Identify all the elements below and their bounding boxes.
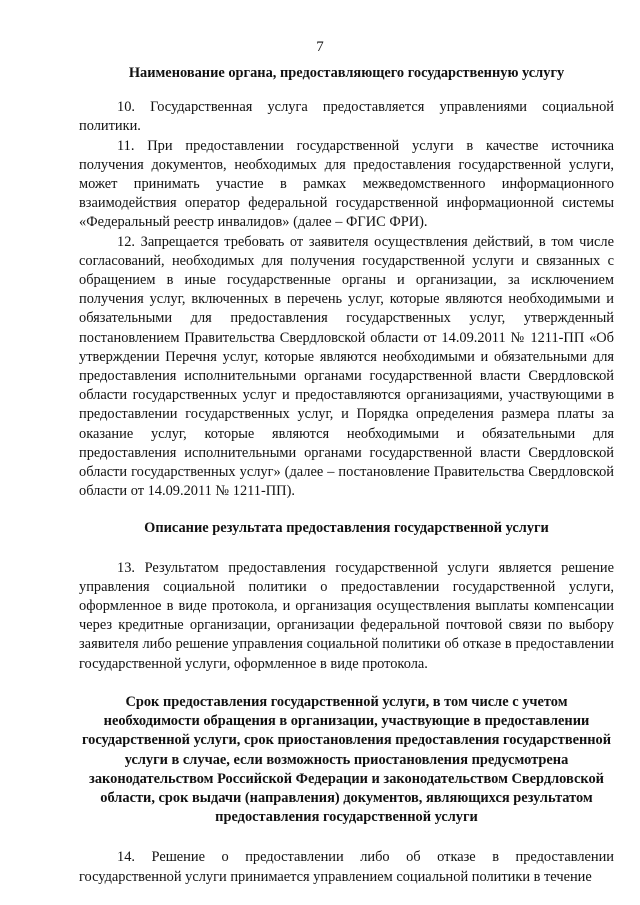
paragraph-10: 10. Государственная услуга предоставляется управлениями социальной политики. [79,99,614,135]
section-heading-terms: Срок предоставления государственной услуги, в том числе с учетом необходимости обращения в организации, участвующие в предоставлении государственной услуги, срок приостановления предоставления государственной услуги в случае, если возможность приостановления предусмотрена законодательством Российской Федерации и законодательством Свердловской области, срок выдачи (направления) документов, являющихся результатом предоставления государственной услуги [81,693,612,826]
paragraph-12: 12. Запрещается требовать от заявителя осуществления действий, в том числе согласований, необходимых для получения государственной услуги и связанных с обращением в иные государственные органы и организации, за исключением получения услуг, включенных в перечень услуг, которые являются необходимыми и обязательными для предоставления государственных услуг, утвержденный постановлением Правительства Свердловской области от 14.09.2011 № 1211-ПП «Об утверждении Перечня услуг, которые являются необходимыми и обязательными для предоставления исполнительными органами государственной власти Свердловской области государственных услуг и предоставляются организациями, участвующими в предоставлении государственных услуг, и Порядка определения размера платы за оказание услуг, которые являются необходимыми и обязательными для предоставления исполнительными органами государственной власти Свердловской области государственных услуг» (далее – постановление Правительства Свердловской области от 14.09.2011 № 1211-ПП). [79,233,614,500]
paragraph-13: 13. Результатом предоставления государственной услуги является решение управления социальной политики о предоставлении государственной услуги, оформленное в виде протокола, и организация осуществления выплаты компенсации через кредитные организации, организации федеральной почтовой связи по выбору заявителя либо решение управления социальной политики об отказе в предоставлении государственной услуги, оформленное в виде протокола. [79,559,614,672]
section-heading-result: Описание результата предоставления государственной услуги [144,520,549,537]
document-body [79,60,614,887]
paragraph-14: 14. Решение о предоставлении либо об отказе в предоставлении государственной услуги принимается управлением социальной политики в течение [79,849,614,885]
page-number: 7 [316,39,324,55]
paragraph-11: 11. При предоставлении государственной услуги в качестве источника получения документов, необходимых для предоставления государственной услуги, может принимать участие в рамках межведомственного информационного взаимодействия оператор федеральной государственной информационной системы «Федеральный реестр инвалидов» (далее – ФГИС ФРИ). [79,137,614,231]
section-heading-authority: Наименование органа, предоставляющего государственную услугу [128,65,565,81]
